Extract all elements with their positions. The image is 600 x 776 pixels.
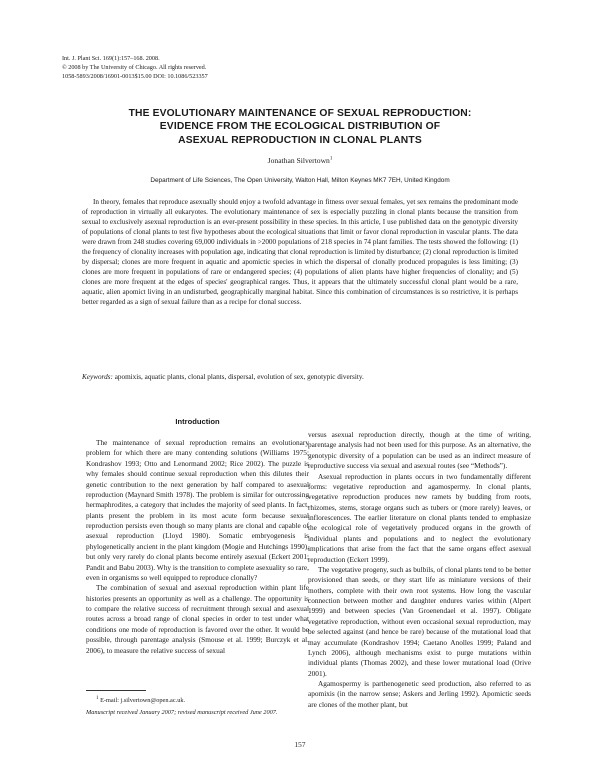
keywords-text: apomixis, aquatic plants, clonal plants, dispersal, evolution of sex, genotypic diversity. (114, 373, 364, 381)
paragraph: The vegetative progeny, such as bulbils, of clonal plants tend to be better provisioned than seeds, or they start life as miniature versions of their mothers, complete with their own root systems. How long the vascular connection between mother and daughter endures varies within (Alpert 1999) and between species (Van Groenendael et al. 1997). Obligate vegetative reproduction, without even occasional sexual reproduction, may be selected against (and hence be rare) because of the mutational load that may accumulate (Kondrashov 1994; Caetano Anolles 1999; Paland and Lynch 2006), although mechanisms exist to purge mutations within individual plants (Thomas 2002), and these lower mutational load (Orive 2001). (308, 564, 531, 678)
copyright-line: © 2008 by The University of Chicago. All rights reserved. (62, 63, 207, 71)
affiliation: Department of Life Sciences, The Open University, Walton Hall, Milton Keynes MK7 7EH, United Kingdom (150, 177, 450, 184)
left-column (86, 417, 309, 656)
footnotes (86, 690, 309, 717)
footnote-email (86, 696, 309, 705)
page-number: 157 (294, 740, 306, 749)
footnote-divider (86, 690, 146, 691)
footnote-marker: 1 (96, 695, 99, 701)
doi-line: 1058-5893/2008/16901-0013$15.00 DOI: 10.1086/523357 (62, 72, 208, 80)
author-footnote-marker: 1 (329, 156, 333, 162)
title-line-3: ASEXUAL REPRODUCTION IN CLONAL PLANTS (178, 134, 422, 146)
journal-header (62, 55, 208, 81)
paragraph: The maintenance of sexual reproduction remains an evolutionary problem for which there are many contending solutions (Williams 1975; Kondrashov 1993; Otto and Lenormand 2002; Rice 2002). The puzzle is why females should continue sexual reproduction when this dilutes their genetic contribution to the next generation by half compared to asexual reproduction (Maynard Smith 1978). The problem is similar for outcrossing hermaphrodites, a category that includes the majority of seed plants. In fact, plants present the problem in its most acute form because sexual reproduction persists even though so many plants are clonal and capable of asexual reproduction (Lloyd 1980). Somatic embryogenesis is phylogenetically ancient in the plant kingdom (Mogie and Hutchings 1990), but only very rarely do clonal plants become entirely asexual (Eckert 2001; Pandit and Babu 2003). Why is the transition to complete asexuality so rare, even in organisms so well equipped to reproduce clonally? (86, 438, 309, 582)
author-name: Jonathan Silvertown (267, 156, 330, 165)
abstract-text: In theory, females that reproduce asexually should enjoy a twofold advantage in fitness over sexual females, yet sex remains the predominant mode of reproduction in virtually all eukaryotes. The evolutionary maintenance of sex is especially puzzling in clonal plants because the transition from sexual to exclusively asexual reproduction is an ever-present possibility in these species. In this article, I use published data on the genotypic diversity of populations of clonal plants to test five hypotheses about the ecological situations that limit or favor clonal reproduction in vascular plants. The data were drawn from 248 studies covering 69,000 individuals in >2000 populations of 218 species in 74 plant families. The tests showed the following: (1) the frequency of clonality increases with population age, indicating that clonal reproduction is limited by disturbance; (2) clonal reproduction is limited by dispersal; clones are more frequent in aquatic and apomictic species in which the dispersal of clonally produced propagules is less limiting; (3) clones are more frequent in populations of rare or endangered species; (4) populations of alien plants have higher frequencies of clonality; and (5) clones are more frequent at the edges of species' geographical ranges. Thus, it appears that the ultimately successful clonal plant would be a rare, aquatic, alien apomict living in an undisturbed, geographically marginal habitat. Since this combination of circumstances is so restrictive, it is perhaps better regarded as a sign of sexual failure than as a recipe for clonal success. (82, 198, 518, 306)
abstract (82, 198, 518, 307)
keywords (82, 373, 518, 382)
email-text: E-mail: j.silvertown@open.ac.uk. (100, 697, 186, 704)
journal-citation: Int. J. Plant Sci. 169(1):157–168. 2008. (62, 55, 160, 62)
title-line-2: EVIDENCE FROM THE ECOLOGICAL DISTRIBUTION OF (159, 121, 441, 133)
title-line-1: THE EVOLUTIONARY MAINTENANCE OF SEXUAL REPRODUCTION: (128, 108, 472, 119)
footnote-manuscript-dates: Manuscript received January 2007; revised manuscript received June 2007. (86, 709, 278, 716)
paragraph: Agamospermy is parthenogenetic seed production, also referred to as apomixis (in the narrow sense; Askers and Jerling 1992). Apomictic seeds are clones of the mother plant, but (308, 679, 531, 709)
paper-title (60, 107, 540, 147)
paragraph: Asexual reproduction in plants occurs in two fundamentally different forms: vegetative reproduction and agamospermy. In clonal plants, vegetative reproduction produces new ramets by budding from roots, rhizomes, stems, storage organs such as tubers or (more rarely) leaves, or inflorescences. The earlier literature on clonal plants tended to emphasize the ecological role of vegetatively produced organs in the growth of individual plants and populations and to neglect the evolutionary implications that arise from the fact that the same organs effect asexual reproduction (Eckert 1999). (308, 471, 531, 564)
paragraph: versus asexual reproduction directly, though at the time of writing, parentage analysis had not been used for this purpose. As an alternative, the genotypic diversity of a population can be used as an indirect measure of reproductive success via sexual and asexual routes (see “Methods”). (308, 430, 531, 471)
right-column (308, 430, 531, 710)
section-heading-introduction: Introduction (175, 417, 220, 426)
paragraph: The combination of sexual and asexual reproduction within plant life histories presents an opportunity as well as a challenge. The opportunity is to compare the relative success of recruitment through sexual and asexual routes across a broad range of clonal species in order to test under what conditions one mode of reproduction is favored over the other. It would be possible, through parentage analysis (Smouse et al. 1999; Burczyk et al. 2006), to measure the relative success of sexual (86, 583, 309, 655)
author-line (0, 156, 600, 165)
keywords-label: Keywords: (82, 373, 113, 381)
